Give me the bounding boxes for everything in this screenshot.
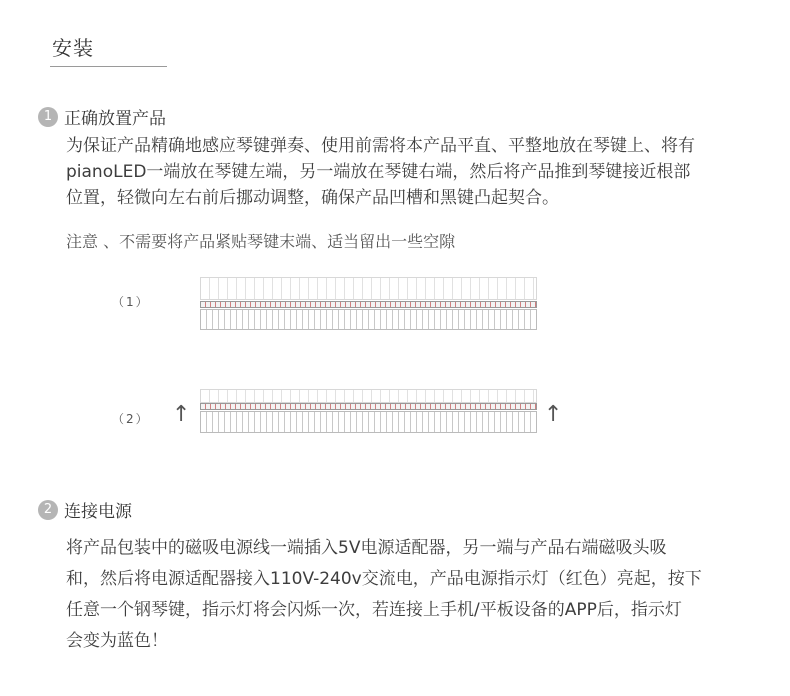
keyboard-back-panel (200, 277, 537, 300)
paragraph-line: 任意一个钢琴键，指示灯将会闪烁一次，若连接上手机/平板设备的APP后，指示灯 (66, 600, 682, 620)
up-arrow-icon: ↑ (544, 402, 563, 427)
piano-keys (200, 411, 537, 433)
paragraph-line: 将产品包装中的磁吸电源线一端插入5V电源适配器，另一端与产品右端磁吸头吸 (66, 538, 667, 558)
step-1-number-badge: 1 (38, 107, 58, 127)
piano-keys (200, 309, 537, 330)
paragraph-line: 和，然后将电源适配器接入110V-240v交流电，产品电源指示灯（红色）亮起，按下 (66, 569, 702, 589)
step-1-note: 注意 、不需要将产品紧贴琴键末端、适当留出一些空隙 (66, 232, 456, 251)
paragraph-line: 为保证产品精确地感应琴键弹奏、使用前需将本产品平直、平整地放在琴键上、将有 (66, 136, 695, 156)
paragraph-line: pianoLED一端放在琴键左端，另一端放在琴键右端，然后将产品推到琴键接近根部 (66, 162, 691, 182)
paragraph-line: 会变为蓝色！ (66, 631, 168, 651)
step-2-header (38, 497, 132, 522)
step-1-title: 正确放置产品 (64, 109, 166, 129)
led-strip (200, 403, 537, 410)
step-2-title: 连接电源 (64, 502, 132, 522)
figure-2-label: （2） (112, 412, 150, 426)
step-2-paragraph (66, 533, 778, 657)
step-1-header (38, 104, 166, 129)
title-underline (50, 66, 167, 67)
step-2-number-badge: 2 (38, 500, 58, 520)
paragraph-line: 位置，轻微向左右前后挪动调整，确保产品凹槽和黑键凸起契合。 (66, 188, 559, 208)
step-1-paragraph (66, 133, 778, 211)
keyboard-back-panel (200, 389, 537, 403)
led-strip (200, 301, 537, 308)
figure-1-label: （1） (112, 295, 150, 309)
section-title: 安装 (52, 36, 94, 60)
up-arrow-icon: ↑ (172, 402, 191, 427)
